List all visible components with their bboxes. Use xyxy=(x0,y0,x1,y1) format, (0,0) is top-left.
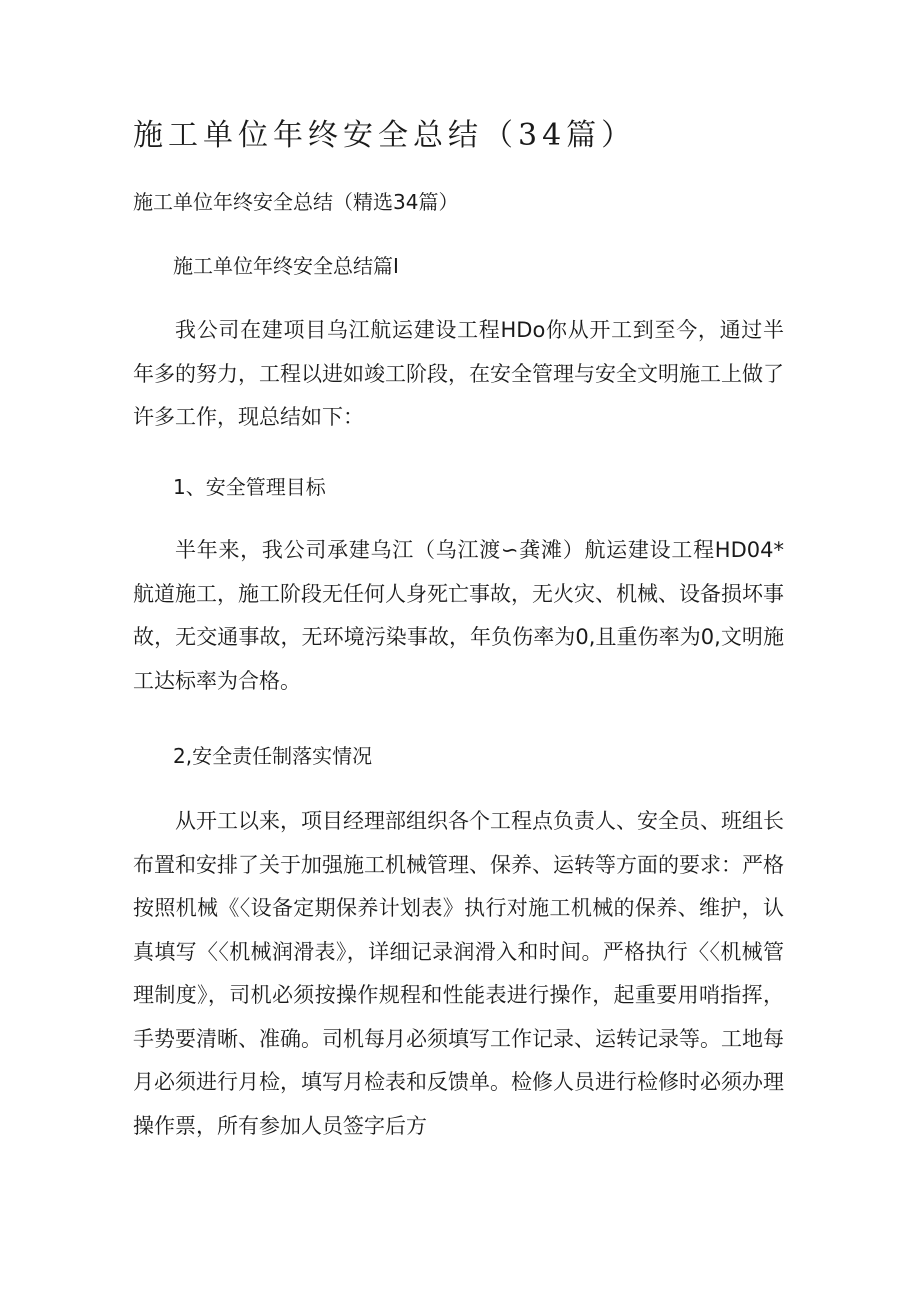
section-heading: 施工单位年终安全总结篇I xyxy=(173,254,399,278)
paragraph-responsibility: 从开工以来，项目经理部组织各个工程点负责人、安全员、班组长布置和安排了关于加强施工机械管理、保养、运转等方面的要求：严格按照机械《〈设备定期保养计划表》执行对施工机械的保养、维护，认真填写〈〈机械润滑表》，详细记录润滑入和时间。严格执行〈〈机械管理制度》，司机必须按操作规程和性能表进行操作，起重要用哨指挥，手势要清晰、准确。司机每月必须填写工作记录、运转记录等。工地每月必须进行月检，填写月检表和反馈单。检修人员进行检修时必须办理操作票，所有参加人员签字后方 xyxy=(133,809,784,1138)
document-title: 施工单位年终安全总结（34篇） xyxy=(133,118,637,153)
intro-paragraph: 我公司在建项目乌江航运建设工程HDo你从开工到至今，通过半年多的努力，工程以进如竣工阶段，在安全管理与安全文明施工上做了许多工作，现总结如下： xyxy=(133,318,784,429)
heading-responsibility: 2,安全责任制落实情况 xyxy=(173,744,373,768)
paragraph-safety-goal: 半年来，我公司承建乌江（乌江渡∽龚滩）航运建设工程HD04*航道施工，施工阶段无任何人身死亡事故，无火灾、机械、设备损坏事故，无交通事故，无环境污染事故，年负伤率为0,且重伤率为0,文明施工达标率为合格。 xyxy=(133,538,784,693)
heading-safety-goal: 1、安全管理目标 xyxy=(173,475,326,499)
document-subtitle: 施工单位年终安全总结（精选34篇） xyxy=(133,190,459,214)
